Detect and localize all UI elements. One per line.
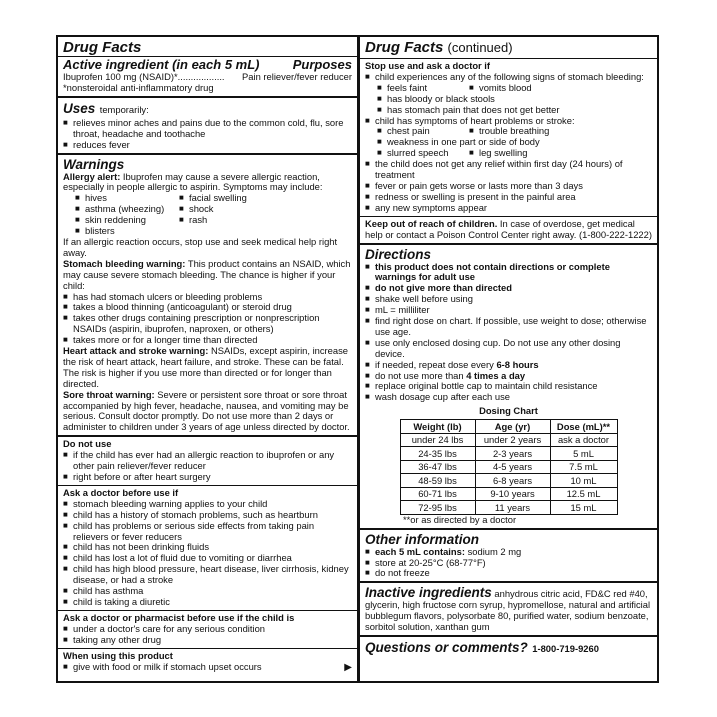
inactive-ingredients-section (360, 583, 657, 637)
directions-item: ■ use only enclosed dosing cup. Do not use any other dosing device. (365, 338, 652, 360)
stop-use-intro: ■ child experiences any of the following signs of stomach bleeding: (365, 72, 652, 83)
other-info-item: ■ do not freeze (365, 568, 652, 579)
ask-doctor-heading: Ask a doctor before use if (63, 486, 179, 498)
symptom-item: ■ hives (75, 193, 179, 204)
directions-item: ■ replace original bottle cap to maintain child resistance (365, 381, 652, 392)
dosing-chart-header (400, 420, 617, 434)
symptom-item: ■ asthma (wheezing) (75, 204, 179, 215)
directions-heading: Directions (365, 246, 432, 262)
symptom-item: ■ blisters (75, 226, 179, 237)
bleeding-sign: ■ has bloody or black stools (377, 94, 652, 105)
inactive-heading: Inactive ingredients (365, 585, 492, 601)
do-not-use-heading: Do not use (63, 438, 112, 450)
allergy-alert-label: Allergy alert: (63, 170, 121, 182)
directions-item: ■ do not give more than directed (365, 283, 652, 294)
ask-doctor-section (58, 486, 357, 611)
active-ingredient-heading: Active ingredient (in each 5 mL) (63, 57, 260, 72)
directions-item: ■ wash dosage cup after each use (365, 392, 652, 403)
dose-cell: 7.5 mL (550, 460, 617, 474)
uses-intro: temporarily: (99, 103, 149, 115)
heart-symptoms-intro: ■ child has symptoms of heart problems or stroke: (365, 116, 652, 127)
stop-use-item: ■ the child does not get any relief within first day (24 hours) of treatment (365, 159, 652, 181)
stomach-item: ■ has had stomach ulcers or bleeding problems (63, 292, 352, 303)
throat-warning-label: Sore throat warning: (63, 388, 155, 400)
when-using-heading: When using this product (63, 649, 173, 661)
heart-sign: ■ trouble breathing (469, 126, 579, 137)
other-info-item: ■ store at 20-25°C (68-77°F) (365, 558, 652, 569)
do-not-use-item: ■ right before or after heart surgery (63, 472, 352, 483)
age-cell: 11 years (475, 501, 550, 515)
table-row (400, 447, 617, 461)
table-row (400, 487, 617, 501)
uses-heading: Uses (63, 100, 96, 116)
ask-doctor-item: ■ child has not been drinking fluids (63, 542, 352, 553)
table-row (400, 460, 617, 474)
inactive-text: anhydrous citric acid, FD&C red #40, glycerin, high fructose corn syrup, hypromellose, natural and artificial bubblegum flavors, polysorbate 80, purified water, sodium benzoate, sorbitol solution, xanthan gum (365, 588, 651, 633)
table-row (400, 433, 617, 447)
age-cell: 6-8 years (475, 474, 550, 488)
bleeding-sign: ■ feels faint (377, 83, 469, 94)
header-dose: Dose (mL)** (550, 420, 617, 434)
stop-use-item: ■ redness or swelling is present in the painful area (365, 192, 652, 203)
uses-item: ■ relieves minor aches and pains due to the common cold, flu, sore throat, headache and toothache (63, 118, 352, 140)
ask-pharmacist-item: ■ taking any other drug (63, 635, 352, 646)
warnings-section (58, 155, 357, 438)
symptom-item: ■ facial swelling (179, 193, 283, 204)
directions-item: ■ shake well before using (365, 294, 652, 305)
stomach-item: ■ takes more or for a longer time than directed (63, 335, 352, 346)
allergy-after-text: If an allergic reaction occurs, stop use and seek medical help right away. (63, 235, 338, 258)
active-ingredient-section (58, 37, 357, 98)
questions-section (360, 637, 657, 659)
bleeding-sign: ■ vomits blood (469, 83, 579, 94)
directions-item: ■ mL = milliliter (365, 305, 652, 316)
continue-arrow-icon: ▶ (344, 661, 352, 673)
ask-doctor-item: ■ child has a history of stomach problems, such as heartburn (63, 510, 352, 521)
throat-warning-text: Severe or persistent sore throat or sore throat accompanied by high fever, headache, nausea, and vomiting may be serious. Consult doctor promptly. Do not use more than 2 days or administer to children under 3 years of age unless directed by doctor. (63, 388, 350, 433)
dose-cell: 5 mL (550, 447, 617, 461)
keep-out-label: Keep out of reach of children. (365, 217, 498, 229)
header-age: Age (yr) (475, 420, 550, 434)
stomach-warning-text: This product contains an NSAID, which may cause severe stomach bleeding. The chance is higher if your child: (63, 257, 351, 291)
age-cell: 9-10 years (475, 487, 550, 501)
repeat-text: if needed, repeat dose every (375, 358, 494, 370)
weight-cell: 72-95 lbs (400, 501, 475, 515)
questions-heading: Questions or comments? (365, 640, 528, 656)
do-not-use-item: ■ if the child has ever had an allergic reaction to ibuprofen or any other pain reliever/fever reducer (63, 450, 352, 472)
stomach-item: ■ takes a blood thinning (anticoagulant) or steroid drug (63, 302, 352, 313)
ask-pharmacist-heading: Ask a doctor or pharmacist before use if the child is (63, 611, 295, 623)
left-column (58, 37, 360, 681)
drug-facts-title: Drug Facts (63, 39, 142, 56)
warnings-heading: Warnings (63, 156, 125, 172)
ask-doctor-item: ■ child has high blood pressure, heart disease, liver cirrhosis, kidney disease, or had a stroke (63, 564, 352, 586)
ask-pharmacist-section (58, 611, 357, 649)
heart-sign: ■ slurred speech (377, 148, 469, 159)
stop-use-item: ■ any new symptoms appear (365, 203, 652, 214)
dosing-chart (400, 419, 618, 515)
max-times: 4 times a day (466, 369, 526, 381)
ask-doctor-item: ■ child has asthma (63, 586, 352, 597)
symptom-item: ■ rash (179, 215, 283, 226)
when-using-item: ■ give with food or milk if stomach upset occurs (63, 662, 344, 673)
header-weight: Weight (lb) (400, 420, 475, 434)
dose-cell: 15 mL (550, 501, 617, 515)
other-info-section (360, 530, 657, 584)
heart-sign: ■ chest pain (377, 126, 469, 137)
stop-use-item: ■ fever or pain gets worse or lasts more than 3 days (365, 181, 652, 192)
weight-cell: 36-47 lbs (400, 460, 475, 474)
heart-warning-label: Heart attack and stroke warning: (63, 345, 209, 357)
symptom-item: ■ skin reddening (75, 215, 179, 226)
heart-warning-text: NSAIDs, except aspirin, increase the risk of heart attack, heart failure, and stroke. These can be fatal. The risk is higher if you use more than directed or for longer than directed. (63, 345, 349, 389)
stop-use-section (360, 59, 657, 217)
weight-cell: under 24 lbs (400, 433, 475, 447)
uses-section (58, 98, 357, 155)
ask-doctor-item: ■ stomach bleeding warning applies to your child (63, 499, 352, 510)
ask-pharmacist-item: ■ under a doctor's care for any serious condition (63, 624, 352, 635)
table-row (400, 501, 617, 515)
ask-doctor-item: ■ child is taking a diuretic (63, 597, 352, 608)
directions-item: ■ this product does not contain directions or complete warnings for adult use (365, 262, 652, 284)
directions-section (360, 245, 657, 530)
drug-facts-label (56, 35, 659, 683)
other-info-item (365, 547, 652, 558)
max-text: do not use more than (375, 369, 464, 381)
heart-sign: ■ weakness in one part or side of body (377, 137, 652, 148)
when-using-section (58, 649, 357, 675)
directions-item: ■ find right dose on chart. If possible, use weight to dose; otherwise use age. (365, 316, 652, 338)
keep-out-text: In case of overdose, get medical help or contact a Poison Control Center right away. (1-800-222-1222) (365, 217, 652, 240)
ask-doctor-item: ■ child has lost a lot of fluid due to vomiting or diarrhea (63, 553, 352, 564)
age-cell: 2-3 years (475, 447, 550, 461)
right-column (360, 37, 657, 681)
dosing-chart-note: **or as directed by a doctor (403, 513, 517, 525)
each-5ml-label: each 5 mL contains: (375, 545, 465, 557)
nsaid-footnote: *nonsteroidal anti-inflammatory drug (63, 81, 214, 93)
weight-cell: 24-35 lbs (400, 447, 475, 461)
weight-cell: 60-71 lbs (400, 487, 475, 501)
stop-use-heading: Stop use and ask a doctor if (365, 60, 491, 71)
repeat-interval: 6-8 hours (496, 358, 539, 370)
keep-out-section (360, 217, 657, 245)
continued-title-section (360, 37, 657, 59)
allergy-alert-text: Ibuprofen may cause a severe allergic reaction, especially in people allergic to aspirin. Symptoms may include: (63, 170, 323, 193)
age-cell: under 2 years (475, 433, 550, 447)
drug-facts-continued-title: Drug Facts (365, 39, 444, 56)
uses-item: ■ reduces fever (63, 140, 352, 151)
heart-sign: ■ leg swelling (469, 148, 579, 159)
purposes-heading: Purposes (292, 57, 352, 72)
ask-doctor-item: ■ child has problems or serious side effects from taking pain relievers or fever reducers (63, 521, 352, 543)
dose-cell: 12.5 mL (550, 487, 617, 501)
each-5ml-text: sodium 2 mg (467, 545, 522, 557)
allergy-symptoms-list (63, 193, 352, 237)
questions-phone: 1-800-719-9260 (532, 643, 599, 655)
weight-cell: 48-59 lbs (400, 474, 475, 488)
stomach-item: ■ takes other drugs containing prescription or nonprescription NSAIDs (aspirin, ibuprofen, naproxen, or others) (63, 313, 352, 335)
do-not-use-section (58, 437, 357, 486)
age-cell: 4-5 years (475, 460, 550, 474)
dose-cell: 10 mL (550, 474, 617, 488)
symptom-item: ■ shock (179, 204, 283, 215)
dose-cell: ask a doctor (550, 433, 617, 447)
other-info-heading: Other information (365, 531, 479, 547)
bleeding-sign: ■ has stomach pain that does not get better (377, 105, 652, 116)
ingredient-dots: .................. (177, 72, 225, 82)
ingredient-name: Ibuprofen 100 mg (NSAID)* (63, 71, 178, 82)
stomach-warning-label: Stomach bleeding warning: (63, 257, 186, 269)
dosing-chart-title: Dosing Chart (479, 405, 538, 417)
table-row (400, 474, 617, 488)
ingredient-purpose: Pain reliever/fever reducer (242, 71, 352, 82)
continued-suffix: (continued) (447, 40, 513, 55)
